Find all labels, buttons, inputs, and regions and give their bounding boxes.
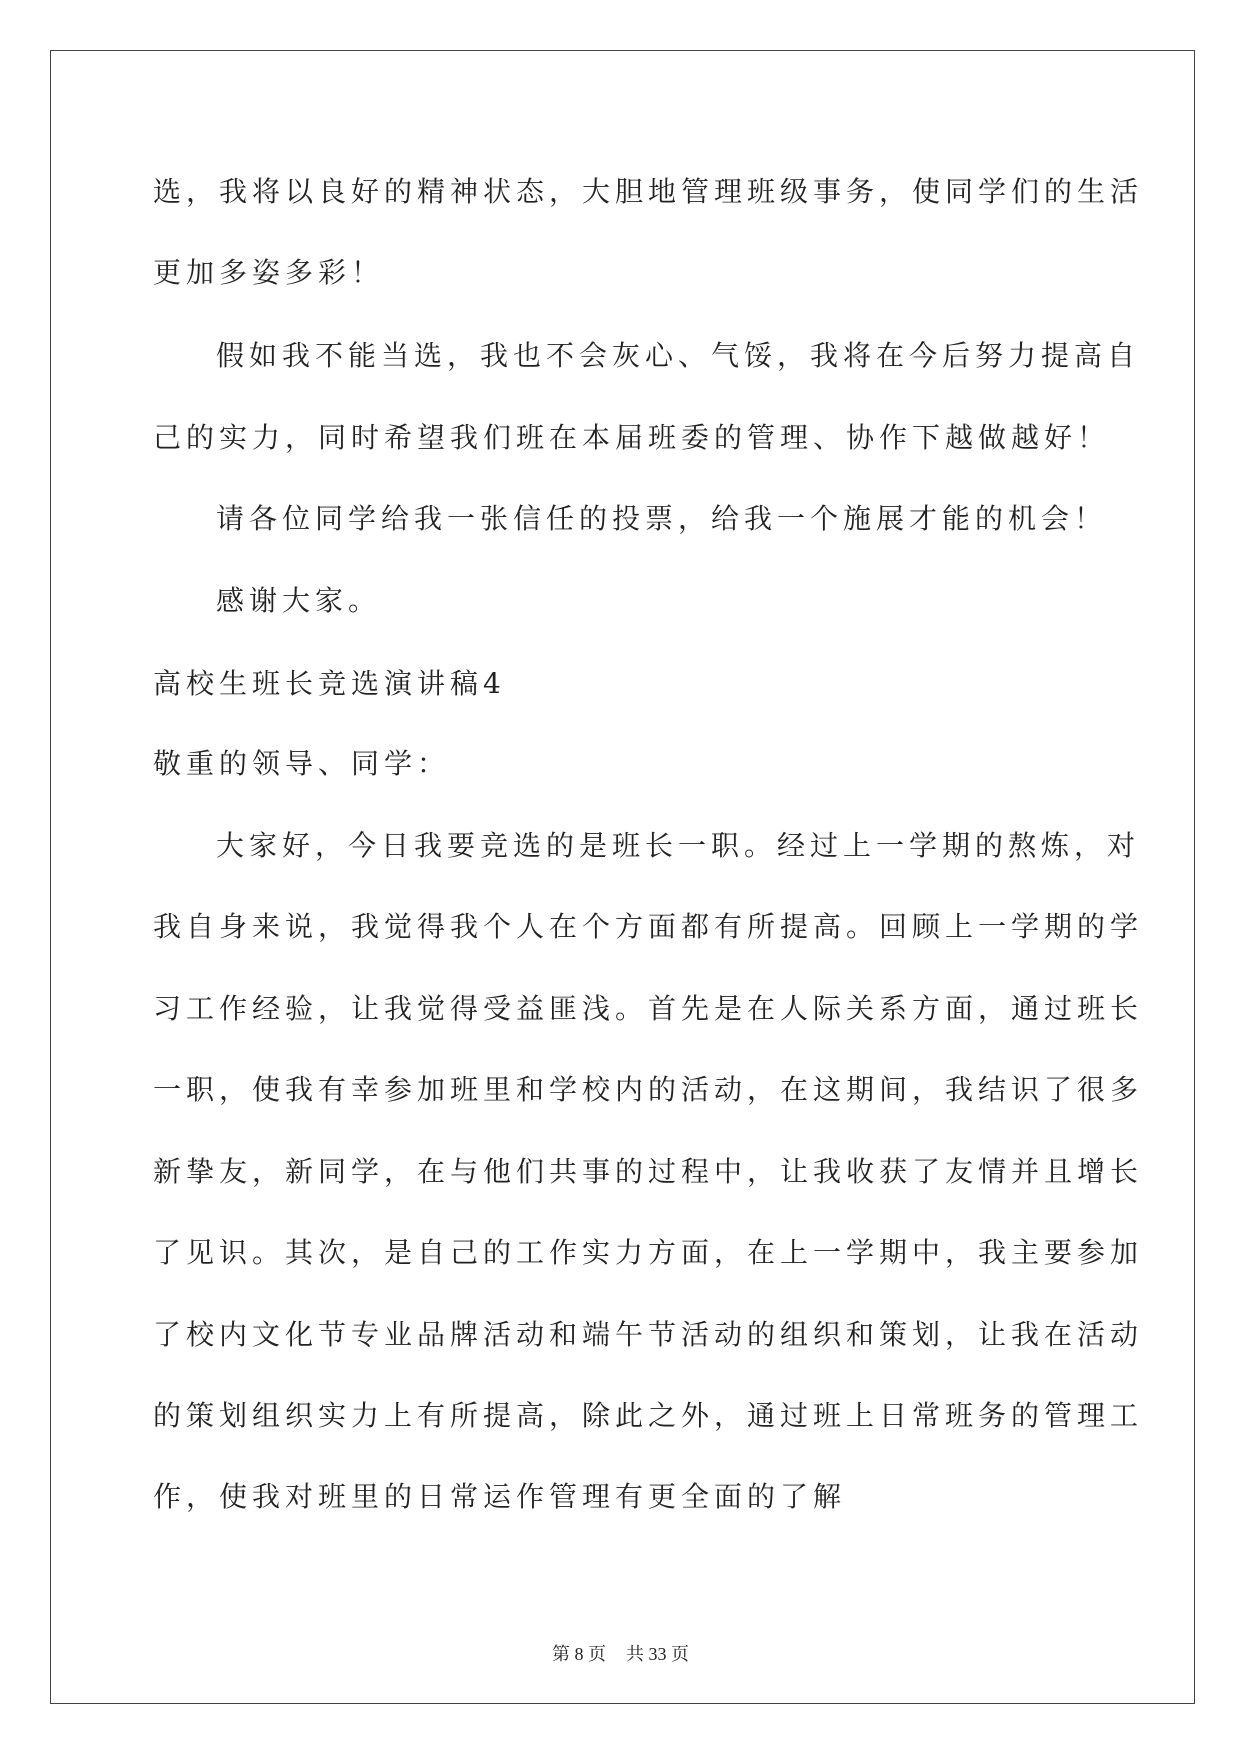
salutation: 敬重的领导、同学： [153, 747, 451, 780]
page-border [50, 50, 1195, 1704]
paragraph-line: 一职，使我有幸参加班里和学校内的活动，在这期间，我结识了很多 [153, 1073, 1144, 1106]
paragraph-line: 习工作经验，让我觉得受益匪浅。首先是在人际关系方面，通过班长 [153, 992, 1144, 1025]
page-footer [0, 1642, 1241, 1666]
paragraph-line: 新挚友，新同学，在与他们共事的过程中，让我收获了友情并且增长 [153, 1155, 1144, 1188]
section-title: 高校生班长竞选演讲稿4 [153, 667, 506, 700]
paragraph-line: 了校内文化节专业品牌活动和端午节活动的组织和策划，让我在活动 [153, 1318, 1144, 1351]
paragraph-line: 感谢大家。 [216, 584, 382, 617]
paragraph-line: 请各位同学给我一张信任的投票，给我一个施展才能的机会！ [216, 502, 1108, 535]
paragraph-line: 假如我不能当选，我也不会灰心、气馁，我将在今后努力提高自 [216, 339, 1141, 372]
paragraph-line: 作，使我对班里的日常运作管理有更全面的了解 [153, 1480, 847, 1513]
page-number: 第 8 页 [552, 1644, 606, 1664]
paragraph-line: 己的实力，同时希望我们班在本届班委的管理、协作下越做越好！ [153, 421, 1111, 454]
paragraph-line: 我自身来说，我觉得我个人在个方面都有所提高。回顾上一学期的学 [153, 910, 1144, 943]
paragraph-line: 大家好，今日我要竞选的是班长一职。经过上一学期的熬炼，对 [216, 829, 1141, 862]
paragraph-line: 选，我将以良好的精神状态，大胆地管理班级事务，使同学们的生活 [153, 175, 1144, 208]
paragraph-line: 更加多姿多彩！ [153, 256, 385, 289]
page-total: 共 33 页 [626, 1644, 689, 1664]
paragraph-line: 的策划组织实力上有所提高，除此之外，通过班上日常班务的管理工 [153, 1399, 1144, 1432]
paragraph-line: 了见识。其次，是自己的工作实力方面，在上一学期中，我主要参加 [153, 1236, 1144, 1269]
